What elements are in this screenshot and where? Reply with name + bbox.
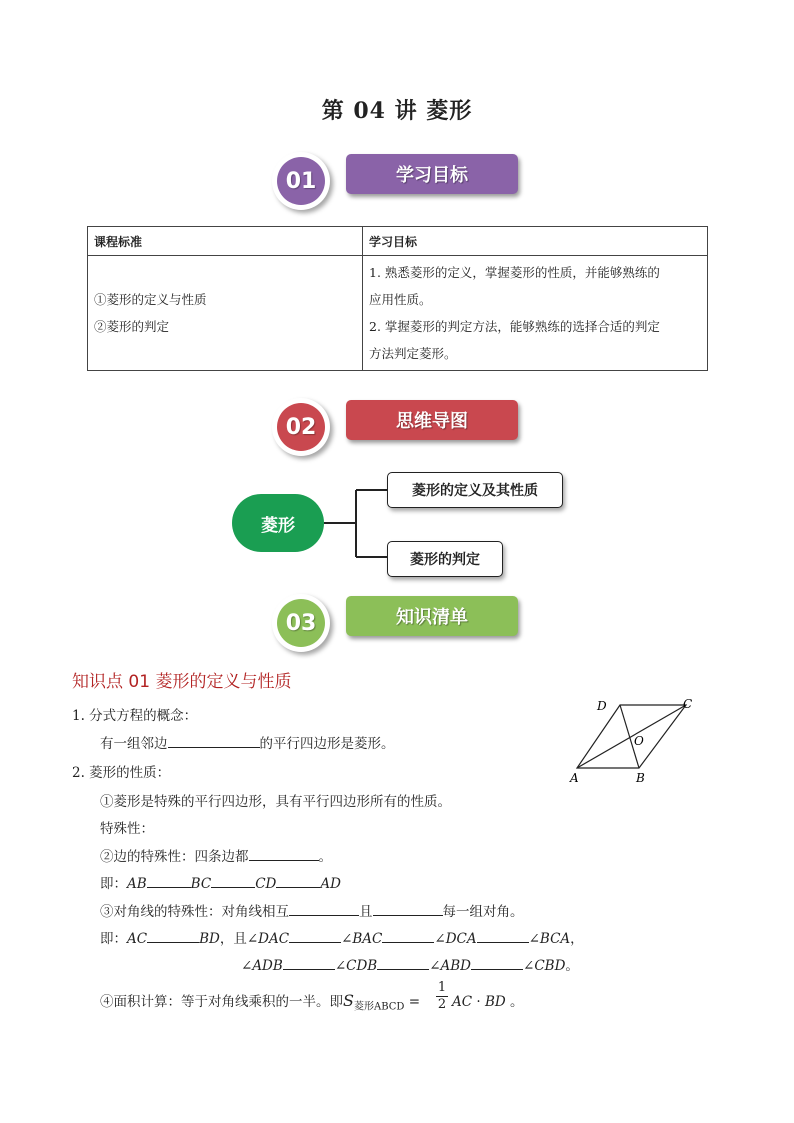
area-formula-tail: AC · BD 。 [452, 994, 524, 1010]
fill-blank [168, 733, 260, 748]
rhombus-figure [562, 694, 702, 786]
section-number: 03 [277, 599, 325, 647]
section-label: 思维导图 [346, 400, 518, 440]
property-3 [100, 900, 524, 920]
fill-blank [249, 846, 319, 861]
section-label: 知识清单 [346, 596, 518, 636]
property-4: ④面积计算：等于对角线乘积的一半。即$S_{菱形ABCD}$ = [100, 991, 421, 1013]
objective-line: 应用性质。 [369, 292, 432, 307]
page-title: 第 04 讲 菱形 [321, 98, 473, 124]
period: 。 [510, 994, 524, 1010]
fill-blank [283, 955, 335, 970]
goals-table [87, 226, 708, 371]
fill-blank [289, 901, 359, 916]
diagonal-relation-1: 即：AC BD，且∠DAC ∠BAC ∠DCA ∠BCA， [100, 927, 584, 947]
section-number: 01 [277, 157, 325, 205]
section-number-badge [272, 594, 330, 652]
diagonal-relation-2: ∠ADB ∠CDB ∠ABD ∠CBD。 [241, 954, 579, 974]
definition-line [100, 732, 395, 752]
segment-cd: CD [255, 876, 277, 892]
vertex-b: B [636, 771, 645, 785]
objective-line: 2. 掌握菱形的判定方法，能够熟练的选择合适的判定 [369, 319, 660, 334]
special-label: 特殊性： [100, 821, 154, 837]
objective-line: 方法判定菱形。 [369, 346, 457, 361]
fraction-half [436, 980, 448, 1013]
objectives-cell [363, 256, 708, 371]
vertex-a: A [570, 771, 579, 785]
mindmap-root: 菱形 [232, 494, 324, 552]
property-text: ④面积计算：等于对角线乘积的一半。即 [100, 994, 343, 1010]
mindmap-connectors [320, 485, 390, 570]
property-text: ②边的特殊性：四条边都 [100, 849, 249, 865]
fill-blank [211, 873, 255, 888]
definition-text: 有一组邻边 [100, 736, 168, 752]
qie-text: ，且 [219, 931, 247, 947]
fill-blank [147, 928, 199, 943]
section-number-badge [272, 152, 330, 210]
vertex-d: D [597, 699, 607, 713]
ji-label: 即： [100, 931, 127, 947]
fill-blank [373, 901, 443, 916]
center-o: O [634, 734, 644, 748]
section-banner-01 [272, 152, 542, 212]
segment-ad: AD [320, 876, 341, 892]
mindmap-node-definition: 菱形的定义及其性质 [387, 472, 563, 508]
fraction-denominator: 2 [437, 997, 447, 1012]
segment-bc: BC [190, 876, 212, 892]
fill-blank [382, 928, 434, 943]
ji-label: 即： [100, 876, 127, 892]
section-banner-03 [272, 594, 542, 654]
fill-blank [377, 955, 429, 970]
standard-item: ①菱形的定义与性质 [94, 292, 207, 307]
property-text: 。 [318, 849, 332, 865]
property-text: 每一组对角。 [442, 904, 524, 920]
property-text: 且 [359, 904, 373, 920]
fill-blank [289, 928, 341, 943]
property-1: ①菱形是特殊的平行四边形，具有平行四边形所有的性质。 [100, 794, 451, 810]
table-header-standard: 课程标准 [88, 227, 363, 256]
section-label: 学习目标 [346, 154, 518, 194]
area-subscript: 菱形ABCD [353, 1001, 405, 1013]
objective-line: 1. 熟悉菱形的定义，掌握菱形的性质，并能够熟练的 [369, 265, 660, 280]
definition-text: 的平行四边形是菱形。 [259, 736, 395, 752]
knowledge-point-heading: 知识点 01 菱形的定义与性质 [72, 672, 292, 692]
section-number-badge [272, 398, 330, 456]
fill-blank [471, 955, 523, 970]
vertex-c: C [683, 697, 693, 711]
segment-ab: AB [127, 876, 147, 892]
fill-blank [147, 873, 191, 888]
fill-blank [477, 928, 529, 943]
sides-relation [100, 872, 341, 892]
section-number: 02 [277, 403, 325, 451]
standard-item: ②菱形的判定 [94, 319, 170, 334]
property-text: ③对角线的特殊性：对角线相互 [100, 904, 289, 920]
table-header-objective: 学习目标 [363, 227, 708, 256]
mindmap-node-judgement: 菱形的判定 [387, 541, 503, 577]
item-2-title: 2. 菱形的性质： [72, 765, 171, 781]
fraction-numerator: 1 [437, 980, 447, 995]
standards-cell [88, 256, 363, 371]
fill-blank [276, 873, 320, 888]
section-banner-02 [272, 398, 542, 458]
item-1-title: 1. 分式方程的概念： [72, 708, 198, 724]
property-2 [100, 845, 332, 865]
